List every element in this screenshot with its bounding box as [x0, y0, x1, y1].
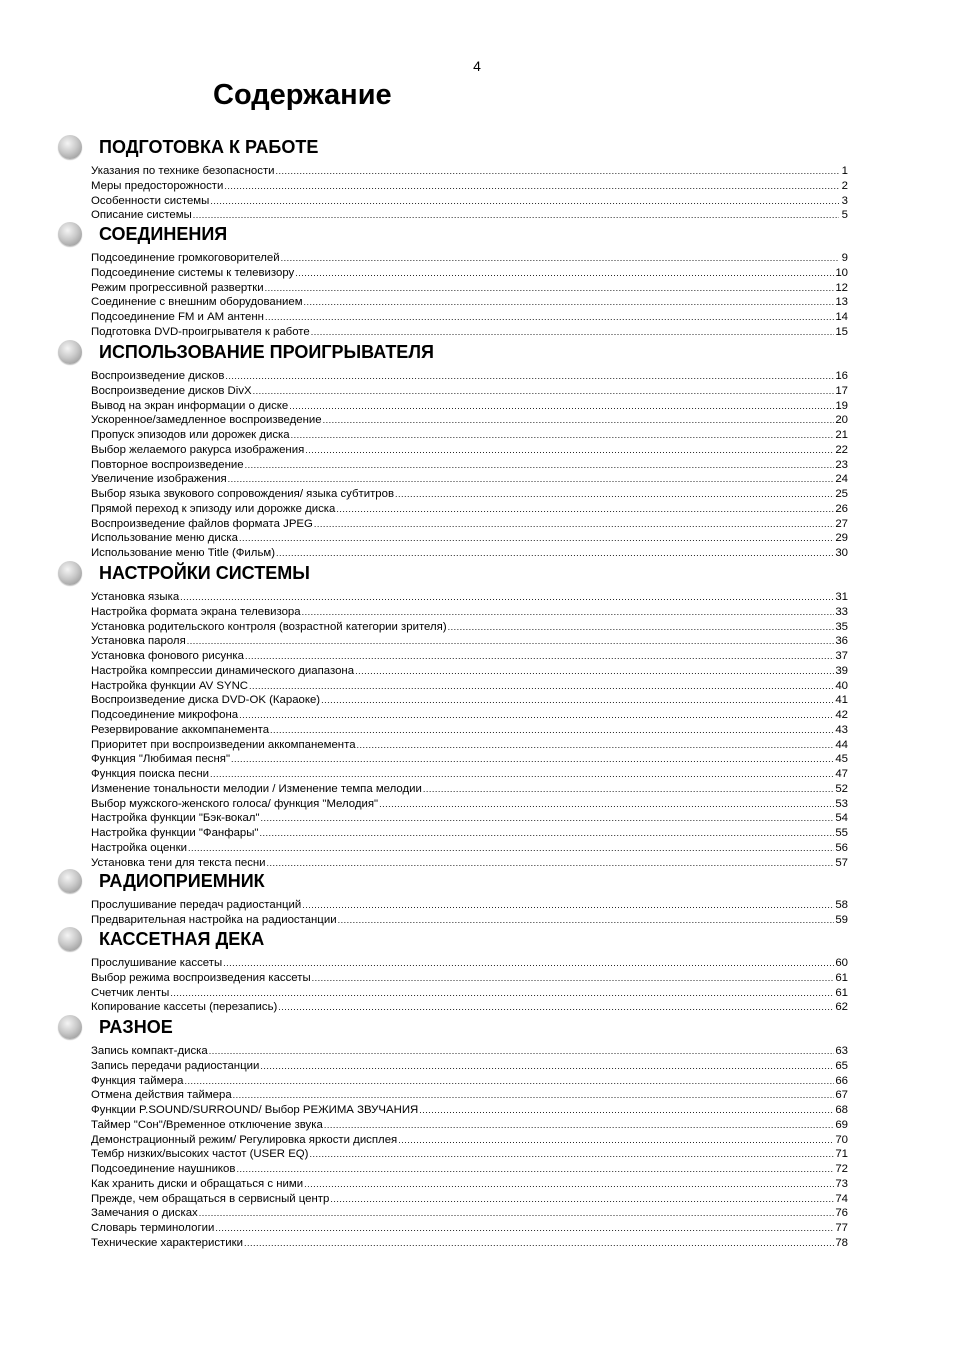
entry-label: Настройка функции "Фанфары": [91, 827, 259, 839]
sphere-bullet-icon: [58, 869, 82, 893]
entry-label: Предварительная настройка на радиостанции: [91, 913, 337, 926]
dot-leader: [210, 767, 834, 782]
entry-label: Установка языка: [91, 591, 180, 603]
dot-leader: [330, 1192, 834, 1207]
toc-entry[interactable]: [91, 1206, 848, 1221]
toc-entry[interactable]: [91, 428, 848, 443]
entry-page-number: 27: [835, 517, 848, 530]
entry-page-number: 70: [835, 1133, 848, 1146]
entry-label: Словарь терминологии: [91, 1222, 215, 1234]
entry-label: Подсоединение системы к телевизору: [91, 266, 295, 279]
toc-entry[interactable]: [91, 399, 848, 414]
section-header: [58, 338, 848, 366]
toc-entry[interactable]: [91, 179, 848, 194]
entry-page-number: 24: [835, 473, 848, 486]
toc-entry[interactable]: [91, 841, 848, 856]
entry-page-number: 67: [835, 1089, 848, 1102]
toc-entry[interactable]: [91, 767, 848, 782]
toc-entry[interactable]: [91, 251, 848, 266]
toc-entry[interactable]: [91, 1147, 848, 1162]
toc-entry[interactable]: [91, 310, 848, 325]
section-title: НАСТРОЙКИ СИСТЕМЫ: [99, 563, 310, 583]
entry-page-number: 54: [835, 812, 848, 825]
entry-label: Подсоединение наушников: [91, 1163, 236, 1175]
dot-leader: [324, 1118, 835, 1133]
entry-label: Повторное воспроизведение: [91, 458, 244, 471]
dot-leader: [249, 679, 834, 694]
entry-label: Функция "Любимая песня": [91, 753, 230, 766]
section-header: [58, 925, 848, 953]
entry-label: Использование меню Title (Фильм): [91, 547, 276, 559]
dot-leader: [245, 649, 834, 664]
entry-label: Выбор языка звукового сопровождения/ языка субтитров: [91, 488, 395, 500]
toc-entry[interactable]: [91, 620, 848, 635]
dot-leader: [395, 487, 834, 502]
entry-label: Указания по технике безопасности: [91, 165, 275, 177]
entry-page-number: 31: [835, 591, 848, 603]
toc-entry[interactable]: [91, 797, 848, 812]
toc-entry[interactable]: [91, 194, 848, 209]
dot-leader: [355, 664, 834, 679]
entry-label: Подсоединение громкоговорителей: [91, 252, 280, 264]
entry-page-number: 61: [835, 971, 848, 984]
dot-leader: [233, 1088, 835, 1103]
entry-page-number: 72: [835, 1163, 848, 1175]
entry-page-number: 41: [835, 694, 848, 707]
dot-leader: [170, 986, 834, 1001]
entry-label: Настройка функции "Бэк-вокал": [91, 812, 260, 825]
entry-page-number: 63: [835, 1045, 848, 1057]
entry-page-number: 23: [835, 458, 848, 471]
entry-page-number: 69: [835, 1118, 848, 1131]
entry-label: Вывод на экран информации о диске: [91, 399, 289, 412]
entry-label: Режим прогрессивной развертки: [91, 281, 264, 294]
dot-leader: [184, 1074, 834, 1089]
dot-leader: [228, 472, 835, 487]
entry-page-number: 60: [835, 957, 848, 969]
entry-page-number: 44: [835, 738, 848, 751]
entry-page-number: 17: [835, 384, 848, 397]
entry-label: Запись компакт-диска: [91, 1045, 208, 1057]
toc-entry[interactable]: [91, 971, 848, 986]
entry-label: Демонстрационный режим/ Регулировка яркости дисплея: [91, 1133, 398, 1146]
sphere-bullet-icon: [58, 222, 82, 246]
page-title: Содержание: [213, 79, 392, 111]
dot-leader: [423, 782, 834, 797]
toc-entry[interactable]: [91, 384, 848, 399]
entry-label: Пропуск эпизодов или дорожек диска: [91, 429, 290, 441]
section-header: [58, 867, 848, 895]
dot-leader: [314, 517, 834, 532]
entry-label: Настройка функции AV SYNC: [91, 679, 249, 692]
entry-page-number: 43: [835, 723, 848, 736]
entry-label: Подсоединение FM и AM антенн: [91, 311, 264, 323]
entry-page-number: 52: [835, 782, 848, 795]
entry-page-number: 39: [835, 664, 848, 677]
toc-entry[interactable]: [91, 502, 848, 517]
entry-page-number: 76: [835, 1207, 848, 1220]
entry-label: Функция таймера: [91, 1074, 184, 1087]
entry-page-number: 56: [835, 841, 848, 854]
entry-label: Прежде, чем обращаться в сервисный центр: [91, 1192, 330, 1205]
entry-label: Замечания о дисках: [91, 1207, 198, 1220]
entry-label: Функция поиска песни: [91, 768, 209, 780]
entry-page-number: 10: [835, 266, 848, 279]
entry-page-number: 14: [835, 311, 848, 323]
toc-entry[interactable]: [91, 1118, 848, 1133]
dot-leader: [209, 1044, 835, 1059]
dot-leader: [398, 1133, 834, 1148]
dot-leader: [265, 281, 835, 296]
entry-label: Выбор мужского-женского голоса/ функция "Мелодия": [91, 797, 379, 810]
section-title: СОЕДИНЕНИЯ: [99, 224, 228, 244]
entry-page-number: 36: [835, 635, 848, 648]
dot-leader: [448, 620, 835, 635]
dot-leader: [210, 194, 839, 209]
entry-page-number: 22: [835, 443, 848, 456]
dot-leader: [281, 251, 839, 266]
section-title: РАДИОПРИЕМНИК: [99, 871, 265, 891]
section-title: ИСПОЛЬЗОВАНИЕ ПРОИГРЫВАТЕЛЯ: [99, 342, 434, 362]
entry-label: Особенности системы: [91, 194, 210, 207]
dot-leader: [323, 413, 835, 428]
entry-label: Выбор желаемого ракурса изображения: [91, 443, 305, 456]
entry-label: Подготовка DVD-проигрывателя к работе: [91, 325, 310, 338]
entry-label: Резервирование аккомпанемента: [91, 723, 270, 736]
section-title: ПОДГОТОВКА К РАБОТЕ: [99, 137, 319, 157]
entry-list: [58, 898, 848, 928]
entry-page-number: 74: [835, 1192, 848, 1205]
entry-page-number: 58: [835, 899, 848, 911]
toc-entry[interactable]: [91, 164, 848, 179]
entry-label: Счетчик ленты: [91, 986, 170, 999]
entry-page-number: 57: [835, 856, 848, 869]
entry-label: Настройка компрессии динамического диапазона: [91, 664, 355, 677]
entry-page-number: 9: [841, 252, 848, 264]
toc-entry[interactable]: [91, 1221, 848, 1236]
dot-leader: [180, 590, 834, 605]
entry-label: Соединение с внешним оборудованием: [91, 296, 303, 309]
entry-list: [58, 956, 848, 1015]
toc-entry[interactable]: [91, 487, 848, 502]
entry-list: [58, 590, 848, 870]
entry-page-number: 35: [835, 620, 848, 633]
toc-entry[interactable]: [91, 898, 848, 913]
dot-leader: [302, 605, 835, 620]
entry-page-number: 26: [835, 502, 848, 515]
dot-leader: [261, 811, 835, 826]
entry-label: Технические характеристики: [91, 1236, 243, 1249]
toc-entry[interactable]: [91, 986, 848, 1001]
toc-section: [58, 867, 848, 928]
entry-page-number: 1: [841, 165, 848, 177]
dot-leader: [239, 708, 834, 723]
toc-entry[interactable]: [91, 281, 848, 296]
toc-entry[interactable]: [91, 1088, 848, 1103]
dot-leader: [419, 1103, 834, 1118]
entry-label: Описание системы: [91, 209, 192, 222]
dot-leader: [244, 1236, 834, 1251]
entry-label: Воспроизведение дисков: [91, 370, 225, 382]
entry-page-number: 12: [835, 281, 848, 294]
entry-label: Прослушивание передач радиостанций: [91, 899, 302, 911]
section-header: [58, 559, 848, 587]
entry-label: Как хранить диски и обращаться с ними: [91, 1177, 304, 1190]
toc-section: [58, 133, 848, 223]
entry-page-number: 16: [835, 370, 848, 382]
toc-entry[interactable]: [91, 266, 848, 281]
entry-page-number: 66: [835, 1074, 848, 1087]
toc-entry[interactable]: [91, 1074, 848, 1089]
dot-leader: [270, 723, 834, 738]
section-title: РАЗНОЕ: [99, 1017, 173, 1037]
dot-leader: [253, 384, 835, 399]
dot-leader: [225, 369, 834, 384]
toc-entry[interactable]: [91, 1044, 848, 1059]
entry-page-number: 37: [835, 650, 848, 662]
entry-label: Изменение тональности мелодии / Изменение темпа мелодии: [91, 782, 422, 795]
dot-leader: [245, 458, 835, 473]
toc-entry[interactable]: [91, 472, 848, 487]
entry-label: Воспроизведение файлов формата JPEG: [91, 517, 313, 530]
entry-page-number: 13: [835, 296, 848, 309]
entry-page-number: 21: [835, 429, 848, 441]
entry-label: Установка родительского контроля (возрастной категории зрителя): [91, 620, 447, 633]
entry-label: Установка пароля: [91, 635, 186, 648]
entry-label: Таймер "Сон"/Временное отключение звука: [91, 1118, 323, 1131]
toc-entry[interactable]: [91, 1192, 848, 1207]
toc-entry[interactable]: [91, 517, 848, 532]
toc-entry[interactable]: [91, 664, 848, 679]
entry-page-number: 42: [835, 709, 848, 721]
toc-entry[interactable]: [91, 590, 848, 605]
section-header: [58, 1013, 848, 1041]
dot-leader: [236, 1162, 834, 1177]
entry-page-number: 77: [835, 1222, 848, 1234]
section-header: [58, 220, 848, 248]
entry-page-number: 40: [835, 679, 848, 692]
sphere-bullet-icon: [58, 135, 82, 159]
entry-page-number: 33: [835, 605, 848, 618]
toc-entry[interactable]: [91, 369, 848, 384]
toc-entry[interactable]: [91, 1236, 848, 1251]
entry-label: Настройка оценки: [91, 841, 187, 854]
dot-leader: [223, 956, 834, 971]
dot-leader: [321, 693, 834, 708]
toc-entry[interactable]: [91, 413, 848, 428]
dot-leader: [188, 841, 834, 856]
dot-leader: [289, 399, 834, 414]
entry-label: Воспроизведение дисков DivX: [91, 384, 252, 397]
toc-entry[interactable]: [91, 693, 848, 708]
entry-page-number: 15: [835, 325, 848, 338]
entry-list: [58, 369, 848, 561]
dot-leader: [357, 738, 835, 753]
toc-entry[interactable]: [91, 826, 848, 841]
toc-section: [58, 925, 848, 1015]
toc-entry[interactable]: [91, 1103, 848, 1118]
entry-page-number: 3: [841, 194, 848, 207]
entry-page-number: 78: [835, 1236, 848, 1249]
dot-leader: [379, 797, 834, 812]
entry-label: Использование меню диска: [91, 532, 238, 545]
page-number: 4: [473, 58, 481, 74]
entry-label: Установка фонового рисунка: [91, 650, 244, 662]
toc-entry[interactable]: [91, 1133, 848, 1148]
entry-page-number: 73: [835, 1177, 848, 1190]
entry-label: Прослушивание кассеты: [91, 957, 223, 969]
sphere-bullet-icon: [58, 561, 82, 585]
entry-label: Отмена действия таймера: [91, 1089, 232, 1102]
entry-page-number: 68: [835, 1104, 848, 1116]
entry-label: Тембр низких/высоких частот (USER EQ): [91, 1148, 309, 1161]
entry-page-number: 61: [835, 986, 848, 999]
entry-page-number: 59: [835, 913, 848, 926]
entry-label: Ускоренное/замедленное воспроизведение: [91, 414, 322, 427]
dot-leader: [187, 634, 835, 649]
entry-page-number: 55: [835, 827, 848, 839]
section-header: [58, 133, 848, 161]
dot-leader: [304, 295, 835, 310]
sphere-bullet-icon: [58, 1015, 82, 1039]
entry-page-number: 65: [835, 1059, 848, 1072]
dot-leader: [224, 179, 839, 194]
toc-entry[interactable]: [91, 531, 848, 546]
entry-page-number: 47: [835, 768, 848, 780]
dot-leader: [276, 164, 839, 179]
dot-leader: [309, 1147, 834, 1162]
toc-entry[interactable]: [91, 723, 848, 738]
toc-entry[interactable]: [91, 1059, 848, 1074]
entry-list: [58, 164, 848, 223]
toc-entry[interactable]: [91, 649, 848, 664]
entry-page-number: 53: [835, 797, 848, 810]
entry-page-number: 71: [835, 1148, 848, 1161]
dot-leader: [199, 1206, 835, 1221]
entry-page-number: 62: [835, 1001, 848, 1014]
entry-page-number: 2: [841, 179, 848, 192]
entry-label: Прямой переход к эпизоду или дорожке диска: [91, 502, 336, 515]
toc-entry[interactable]: [91, 679, 848, 694]
entry-label: Воспроизведение диска DVD-OK (Караоке): [91, 694, 321, 707]
dot-leader: [239, 531, 834, 546]
entry-label: Функции P.SOUND/SURROUND/ Выбор РЕЖИМА ЗВУЧАНИЯ: [91, 1104, 419, 1116]
entry-page-number: 30: [835, 547, 848, 559]
toc-entry[interactable]: [91, 605, 848, 620]
toc-entry[interactable]: [91, 295, 848, 310]
dot-leader: [260, 1059, 834, 1074]
entry-label: Настройка формата экрана телевизора: [91, 605, 301, 618]
entry-label: Увеличение изображения: [91, 473, 227, 486]
entry-label: Выбор режима воспроизведения кассеты: [91, 971, 311, 984]
toc-entry[interactable]: [91, 782, 848, 797]
entry-page-number: 5: [841, 209, 848, 222]
toc-entry[interactable]: [91, 458, 848, 473]
entry-label: Установка тени для текста песни: [91, 856, 266, 869]
dot-leader: [305, 443, 834, 458]
toc-section: [58, 220, 848, 340]
entry-label: Меры предосторожности: [91, 179, 224, 192]
toc-entry[interactable]: [91, 634, 848, 649]
sphere-bullet-icon: [58, 340, 82, 364]
toc-entry[interactable]: [91, 1162, 848, 1177]
toc-entry[interactable]: [91, 811, 848, 826]
dot-leader: [215, 1221, 834, 1236]
dot-leader: [265, 310, 834, 325]
toc-section: [58, 1013, 848, 1251]
entry-page-number: 29: [835, 532, 848, 545]
toc-section: [58, 559, 848, 870]
dot-leader: [312, 971, 835, 986]
dot-leader: [302, 898, 834, 913]
dot-leader: [291, 428, 835, 443]
section-title: КАССЕТНАЯ ДЕКА: [99, 929, 265, 949]
entry-label: Приоритет при воспроизведении аккомпанемента: [91, 738, 356, 751]
dot-leader: [259, 826, 834, 841]
toc-entry[interactable]: [91, 1177, 848, 1192]
entry-label: Подсоединение микрофона: [91, 709, 239, 721]
toc-entry[interactable]: [91, 752, 848, 767]
entry-label: Копирование кассеты (перезапись): [91, 1001, 278, 1014]
entry-page-number: 45: [835, 753, 848, 766]
toc-section: [58, 338, 848, 561]
sphere-bullet-icon: [58, 927, 82, 951]
toc-entry[interactable]: [91, 956, 848, 971]
dot-leader: [295, 266, 834, 281]
entry-page-number: 25: [835, 488, 848, 500]
toc-entry[interactable]: [91, 443, 848, 458]
entry-list: [58, 1044, 848, 1251]
dot-leader: [336, 502, 834, 517]
entry-page-number: 20: [835, 414, 848, 427]
toc-entry[interactable]: [91, 708, 848, 723]
entry-page-number: 19: [835, 399, 848, 412]
dot-leader: [231, 752, 834, 767]
dot-leader: [304, 1177, 834, 1192]
toc-entry[interactable]: [91, 738, 848, 753]
entry-label: Запись передачи радиостанции: [91, 1059, 260, 1072]
entry-list: [58, 251, 848, 340]
